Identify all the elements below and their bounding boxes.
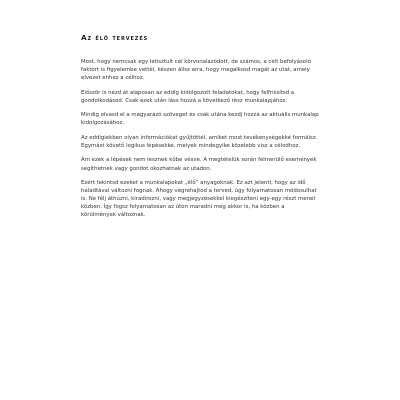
paragraph-1: Most, hogy nemcsak egy letisztult cél körvonalazódott, de számos, a célt befolyásoló faktort is figyelembe vettél, készen állsz arra, hogy megalkosd magát az utat, amely elvezet ehhez a célhoz. <box>81 59 311 82</box>
paragraph-6: Ezért tekintsd ezeket a munkalapokat „élő” anyagoknak. Ez azt jelenti, hogy az idő haladtával változni fognak. Ahogy végrehajtod a terved, úgy folyamatosan módosulhat is. Ne félj áthúzni, kiradírozni, vagy megjegyzésekkel kiegészíteni egy-egy részt menet közben. Így fogsz folyamatosan az úton maradni még akkor is, ha közben a körülmények változnak. <box>81 179 317 219</box>
paragraph-5: Ám ezek a lépések nem lesznek kőbe vésve. A megtételük során felmerülő események segíthetnek vagy gondot okozhatnak az utadon. <box>81 157 317 172</box>
section-title: Az élő tervezés <box>81 33 149 42</box>
paragraph-2: Először is nézd át alaposan az eddig kidolgozott feladatokat, hogy felfrissítsd a gondolkodásod. Csak ezek után láss hozzá a következő rész munkalapjához. <box>81 89 295 104</box>
paragraph-3: Mindig olvasd el a magyarázó szöveget és csak utána kezdj hozzá az aktuális munkalap kidolgozásához. <box>81 112 319 127</box>
document-body <box>81 33 321 226</box>
paragraph-4: Az eddigiekben olyan információkat gyűjtöttél, amiket most tevékenységekké formálsz. Egymást követő logikus lépésekké, melyek mindegyike közelebb visz a célodhoz. <box>81 134 318 149</box>
